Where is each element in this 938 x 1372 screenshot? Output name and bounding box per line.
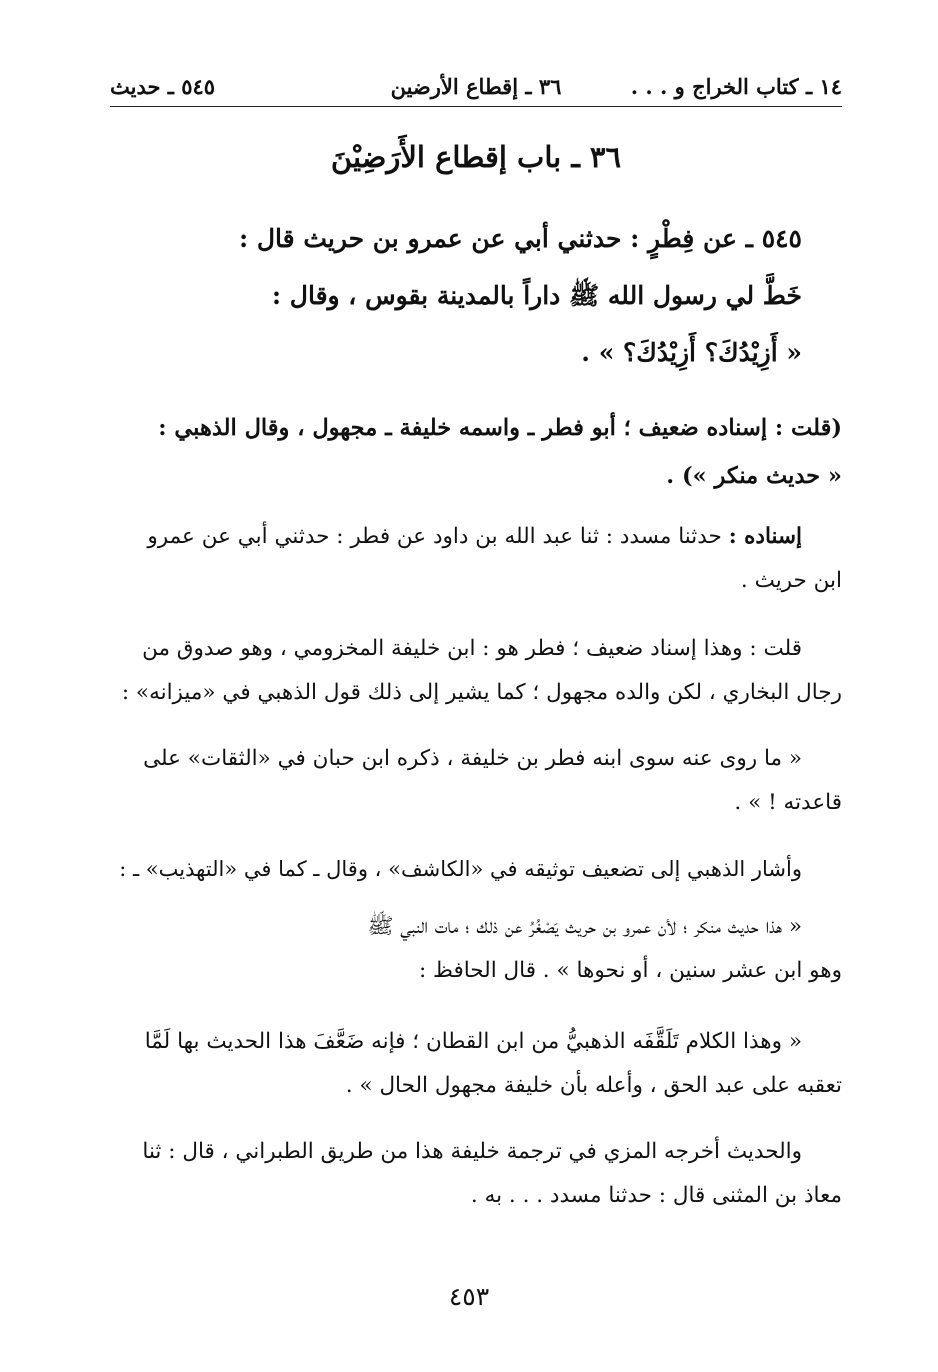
verdict-line-1: (قلت : إسناده ضعيف ؛ أبو فطر ـ واسمه خليفة ـ مجهول ، وقال الذهبي :: [158, 415, 842, 441]
header-book-title: ١٤ ـ كتاب الخراج و . . .: [630, 73, 842, 99]
grading-verdict: [110, 404, 842, 500]
header-hadith-number: ٥٤٥ ـ حديث: [110, 73, 216, 99]
quote-line: وهو ابن عشر سنين ، أو نحوها » . قال الحافظ :: [418, 958, 842, 983]
commentary-line: وأشار الذهبي إلى تضعيف توثيقه في «الكاشف» ، وقال ـ كما في «التهذيب» ـ :: [119, 857, 802, 881]
hadith-line-3: « أَزِيْدُكَ؟ أَزِيْدُكَ؟ » .: [581, 338, 802, 367]
chapter-title: ٣٦ ـ باب إقطاع الأَرَضِيْنَ: [330, 140, 622, 174]
commentary-line: معاذ بن المثنى قال : حدثنا مسدد . . . به .: [470, 1183, 842, 1208]
quote-line: « وهذا الكلام تَلَقَّفَه الذهبيُّ من ابن القطان ؛ فإنه ضَعَّفَ هذا الحديث بها لَمَّا: [144, 1029, 802, 1054]
isnad-label: إسناده :: [728, 524, 802, 549]
hafiz-quote: [110, 1020, 842, 1108]
isnad-chain: حدثنا مسدد : ثنا عبد الله بن داود عن فطر : حدثني أبي عن عمرو: [147, 524, 722, 549]
header-divider: [110, 106, 842, 107]
dhahabi-quote: [110, 737, 842, 825]
commentary-paragraph: [110, 847, 842, 891]
hadith-line-1: ٥٤٥ ـ عن فِطْرٍ : حدثني أبي عن عمرو بن حريث قال :: [238, 224, 802, 253]
commentary-paragraph: [110, 627, 842, 715]
commentary-line: رجال البخاري ، لكن والده مجهول ؛ كما يشير إلى ذلك قول الذهبي في «ميزانه» :: [121, 680, 842, 705]
quote-line: قاعدته ! » .: [734, 790, 842, 815]
verdict-line-2: « حديث منكر ») .: [666, 463, 842, 489]
isnad-line-2: ابن حريث .: [740, 568, 842, 593]
header-chapter-title: ٣٦ ـ إقطاع الأرضين: [390, 73, 562, 99]
quote-line: تعقبه على عبد الحق ، وأعله بأن خليفة مجهول الحال » .: [345, 1073, 842, 1098]
quote-line: « هذا حديث منكر ؛ لأن عمرو بن حريث يَصْغُرُ عن ذلك ؛ مات النبي ﷺ: [367, 914, 802, 939]
isnad-line-1: [110, 515, 842, 559]
commentary-paragraph: [110, 1130, 842, 1218]
hadith-text: [110, 210, 842, 381]
quote-line: « ما روى عنه سوى ابنه فطر بن خليفة ، ذكره ابن حبان في «الثقات» على: [143, 746, 802, 771]
running-header: [110, 70, 842, 102]
commentary-line: والحديث أخرجه المزي في ترجمة خليفة هذا من طريق الطبراني ، قال : ثنا: [142, 1139, 802, 1164]
commentary-line: قلت : وهذا إسناد ضعيف ؛ فطر هو : ابن خليفة المخزومي ، وهو صدوق من: [142, 636, 802, 661]
page-number: ٤٥٣: [448, 1282, 490, 1311]
isnad-paragraph: [110, 515, 842, 603]
tahdhib-quote: [110, 905, 842, 993]
hadith-line-2: خَطَّ لي رسول الله ﷺ داراً بالمدينة بقوس ، وقال :: [271, 281, 802, 310]
